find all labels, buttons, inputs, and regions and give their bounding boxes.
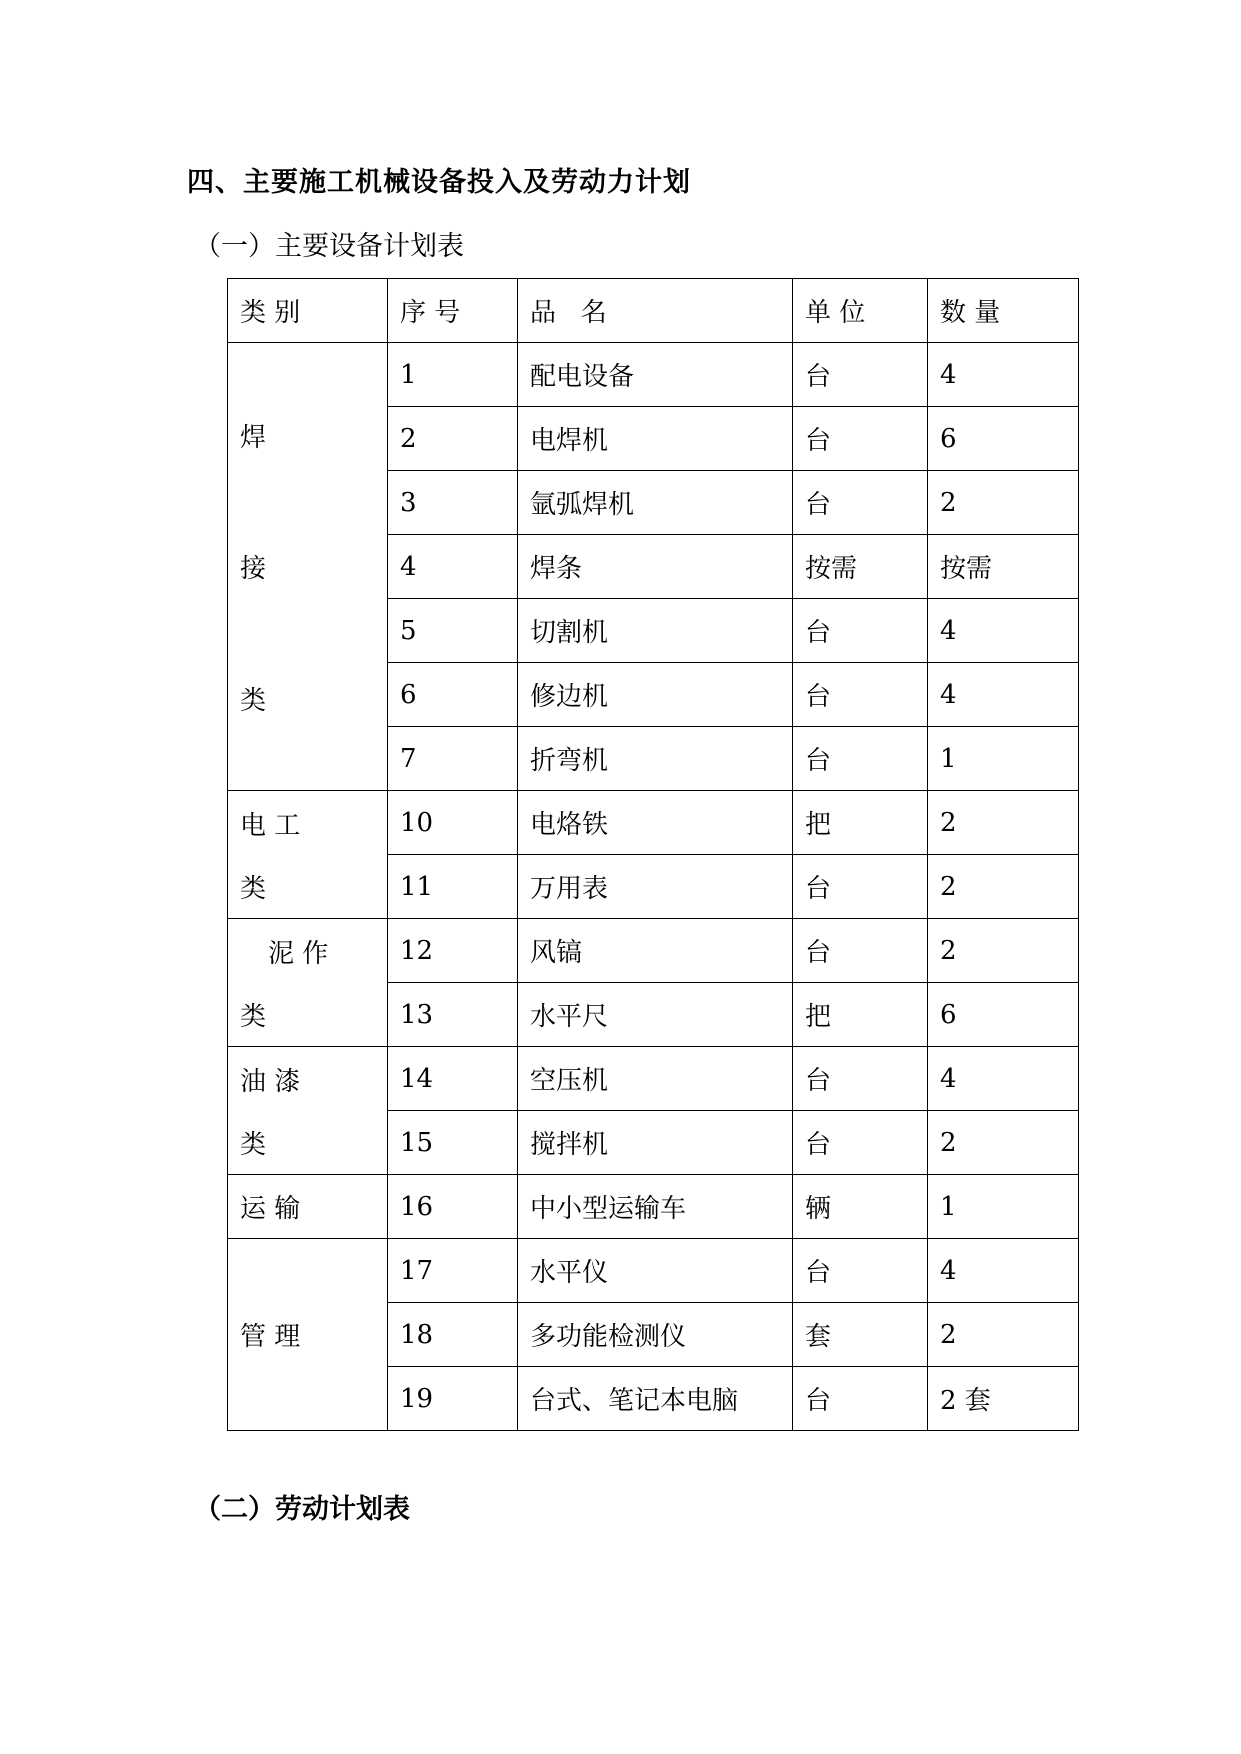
cell-unit: 台 (793, 855, 928, 919)
cell-name: 风镐 (518, 919, 793, 983)
table-row (228, 1239, 1079, 1303)
cell-unit: 按需 (793, 535, 928, 599)
category-label: 管 理 (240, 1322, 301, 1352)
cell-name: 搅拌机 (518, 1111, 793, 1175)
cell-name: 水平仪 (518, 1239, 793, 1303)
cell-quantity: 4 (928, 599, 1079, 663)
cell-number: 13 (388, 983, 518, 1047)
cell-unit: 台 (793, 1239, 928, 1303)
category-label: 接 (240, 554, 267, 584)
equipment-table (227, 278, 1079, 1431)
cell-number: 19 (388, 1367, 518, 1431)
cell-quantity: 4 (928, 1047, 1079, 1111)
cell-unit: 台 (793, 407, 928, 471)
cell-quantity: 4 (928, 663, 1079, 727)
cell-name: 多功能检测仪 (518, 1303, 793, 1367)
cell-number: 17 (388, 1239, 518, 1303)
cell-unit: 台 (793, 727, 928, 791)
section-title: 四、主要施工机械设备投入及劳动力计划 (187, 167, 691, 198)
category-cell (228, 919, 388, 1047)
cell-name: 切割机 (518, 599, 793, 663)
cell-number: 18 (388, 1303, 518, 1367)
cell-quantity: 2 (928, 1111, 1079, 1175)
cell-unit: 把 (793, 791, 928, 855)
cell-number: 12 (388, 919, 518, 983)
table-row (228, 791, 1079, 855)
table-row (228, 919, 1079, 983)
cell-name: 空压机 (518, 1047, 793, 1111)
cell-number: 5 (388, 599, 518, 663)
category-cell (228, 1047, 388, 1175)
category-cell (228, 1175, 388, 1239)
cell-name: 电焊机 (518, 407, 793, 471)
header-name: 品 名 (518, 279, 793, 343)
cell-unit: 台 (793, 343, 928, 407)
cell-quantity: 4 (928, 1239, 1079, 1303)
cell-quantity: 2 (928, 855, 1079, 919)
table-header-row (228, 279, 1079, 343)
header-category: 类 别 (228, 279, 388, 343)
category-label: 运 输 (240, 1194, 301, 1224)
cell-name: 台式、笔记本电脑 (518, 1367, 793, 1431)
table-row (228, 1175, 1079, 1239)
cell-number: 3 (388, 471, 518, 535)
category-label: 类 (240, 1001, 267, 1032)
category-label: 类 (240, 1129, 267, 1160)
cell-quantity: 2 套 (928, 1367, 1079, 1431)
cell-number: 10 (388, 791, 518, 855)
cell-number: 16 (388, 1175, 518, 1239)
cell-number: 4 (388, 535, 518, 599)
header-number: 序 号 (388, 279, 518, 343)
cell-name: 水平尺 (518, 983, 793, 1047)
category-label: 焊 (240, 422, 267, 453)
cell-quantity: 2 (928, 791, 1079, 855)
cell-quantity: 6 (928, 407, 1079, 471)
cell-quantity: 按需 (928, 535, 1079, 599)
cell-unit: 台 (793, 663, 928, 727)
cell-name: 电烙铁 (518, 791, 793, 855)
cell-number: 2 (388, 407, 518, 471)
cell-number: 15 (388, 1111, 518, 1175)
cell-unit: 把 (793, 983, 928, 1047)
header-unit: 单 位 (793, 279, 928, 343)
cell-unit: 套 (793, 1303, 928, 1367)
cell-unit: 台 (793, 1367, 928, 1431)
cell-quantity: 2 (928, 1303, 1079, 1367)
cell-name: 焊条 (518, 535, 793, 599)
cell-name: 万用表 (518, 855, 793, 919)
cell-number: 11 (388, 855, 518, 919)
cell-quantity: 1 (928, 727, 1079, 791)
cell-quantity: 2 (928, 919, 1079, 983)
category-cell (228, 791, 388, 919)
cell-name: 修边机 (518, 663, 793, 727)
cell-name: 氩弧焊机 (518, 471, 793, 535)
cell-quantity: 2 (928, 471, 1079, 535)
cell-unit: 台 (793, 919, 928, 983)
labor-plan-title: （二）劳动计划表 (194, 1494, 410, 1525)
category-label: 类 (240, 873, 267, 904)
cell-quantity: 1 (928, 1175, 1079, 1239)
cell-unit: 台 (793, 471, 928, 535)
category-cell (228, 1239, 388, 1431)
table-row (228, 343, 1079, 407)
cell-quantity: 4 (928, 343, 1079, 407)
category-label: 类 (240, 685, 267, 716)
category-cell (228, 343, 388, 791)
cell-number: 1 (388, 343, 518, 407)
cell-number: 14 (388, 1047, 518, 1111)
cell-unit: 台 (793, 1111, 928, 1175)
cell-name: 中小型运输车 (518, 1175, 793, 1239)
cell-name: 配电设备 (518, 343, 793, 407)
cell-number: 7 (388, 727, 518, 791)
cell-quantity: 6 (928, 983, 1079, 1047)
cell-unit: 台 (793, 599, 928, 663)
cell-unit: 台 (793, 1047, 928, 1111)
category-label: 泥 作 (268, 938, 329, 969)
header-quantity: 数 量 (928, 279, 1079, 343)
equipment-plan-title: （一）主要设备计划表 (194, 231, 464, 262)
category-label: 电 工 (240, 810, 301, 841)
cell-number: 6 (388, 663, 518, 727)
table-row (228, 1047, 1079, 1111)
cell-name: 折弯机 (518, 727, 793, 791)
category-label: 油 漆 (240, 1066, 301, 1097)
cell-unit: 辆 (793, 1175, 928, 1239)
